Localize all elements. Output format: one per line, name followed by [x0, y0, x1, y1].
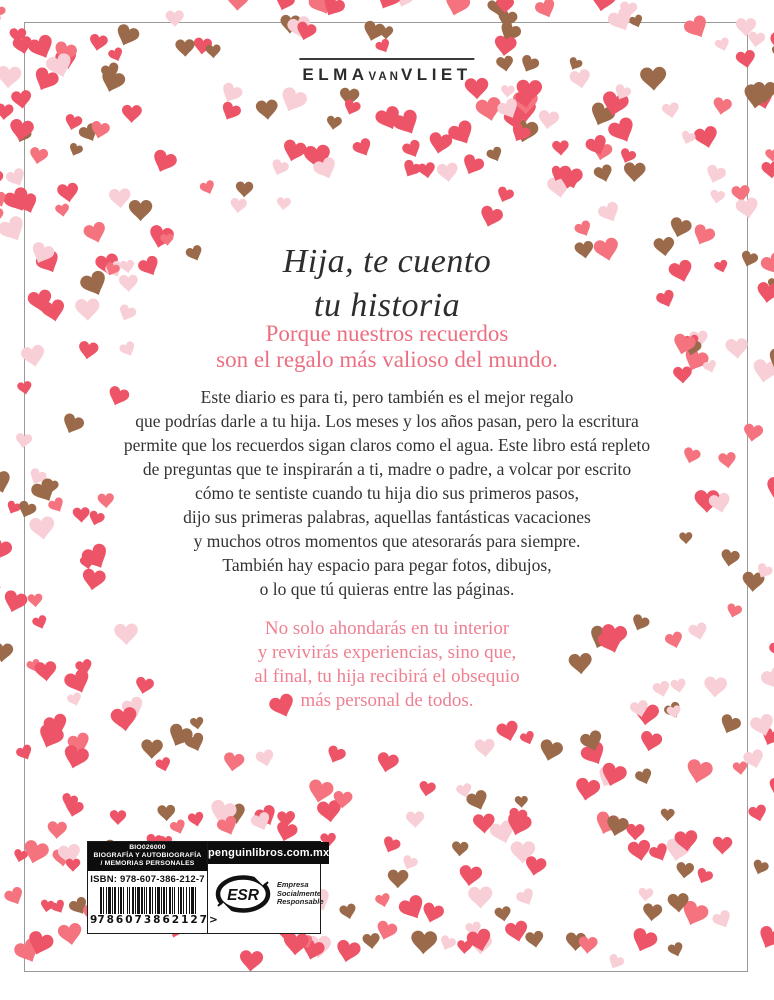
esr-caption-line: Responsable: [276, 897, 324, 907]
barcode-digit-group: 786073: [97, 914, 154, 926]
publisher-logo-elma: ELMA: [302, 65, 369, 84]
barcode-panel: [87, 841, 330, 934]
closing-line: más personal de todos.: [300, 690, 474, 711]
category-line: BIOGRAFÍA Y AUTOBIOGRAFÍA: [93, 852, 202, 859]
barcode-digit-lead: 9: [90, 914, 98, 926]
barcode-column: [88, 842, 218, 933]
description-line: Este diario es para ti, pero también es el mejor regalo: [200, 387, 574, 407]
category-code: BIO026000: [129, 844, 166, 851]
description-line: También hay espacio para pegar fotos, dibujos,: [222, 555, 552, 575]
description-line: que podrías darle a tu hija. Los meses y los años pasan, pero la escritura: [135, 411, 639, 431]
tagline-line: Porque nuestros recuerdos: [265, 321, 509, 346]
esr-badge: [208, 873, 329, 915]
description-line: de preguntas que te inspirarán a ti, madre o padre, a volcar por escrito: [142, 459, 632, 479]
description-line: y muchos otros momentos que atesorarás para siempre.: [193, 531, 581, 551]
book-title: [0, 240, 774, 328]
tagline: [0, 321, 774, 373]
barcode-bar: [195, 887, 196, 914]
closing-line: al final, tu hija recibirá el obsequio: [254, 666, 520, 687]
description-line: permite que los recuerdos sigan claros como el agua. Este libro está repleto: [123, 435, 651, 455]
description-line: o lo que tú quieras entre las páginas.: [259, 579, 515, 599]
barcode-digit-trail: >: [209, 914, 218, 926]
publisher-logo-vliet: VLIET: [400, 65, 472, 84]
category-line: / MEMORIAS PERSONALES: [100, 860, 195, 867]
barcode-digits: [90, 914, 218, 926]
esr-acronym: ESR: [226, 887, 259, 904]
title-line: Hija, te cuento: [282, 243, 492, 280]
ean-barcode: [100, 887, 201, 914]
description: [0, 385, 774, 601]
publisher-info-column: [208, 842, 329, 933]
esr-caption-line: Socialmente: [276, 888, 322, 898]
closing-line: y revivirás experiencias, sino que,: [257, 642, 517, 663]
publisher-logo: [299, 58, 474, 85]
isbn-label: ISBN: 978-607-386-212-7: [90, 874, 205, 885]
esr-logo-icon: [214, 873, 272, 915]
description-line: dijo sus primeras palabras, aquellas fantásticas vacaciones: [183, 507, 591, 527]
esr-caption: [277, 881, 324, 907]
description-line: cómo te sentiste cuando tu hija dio sus primeros pasos,: [195, 483, 579, 503]
tagline-line: son el regalo más valioso del mundo.: [216, 347, 558, 372]
barcode-digit-group: 862127: [153, 914, 209, 926]
esr-caption-line: Empresa: [276, 880, 309, 890]
publisher-logo-van: VAN: [368, 71, 401, 83]
closing-line: No solo ahondarás en tu interior: [264, 618, 510, 639]
publisher-website: penguinlibros.com.mx: [208, 842, 329, 864]
category-header: [88, 842, 207, 871]
closing-note: [0, 617, 774, 713]
title-line: tu historia: [313, 287, 461, 324]
